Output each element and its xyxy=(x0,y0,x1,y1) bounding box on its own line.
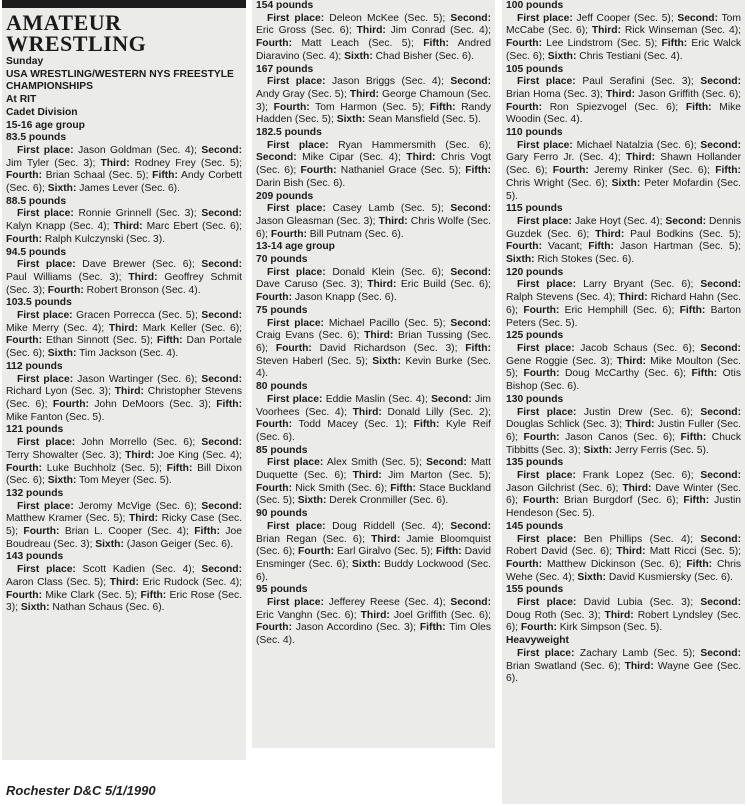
weight-class-header: 167 pounds xyxy=(256,63,314,75)
first-place-label: First place: xyxy=(267,203,326,215)
placing-label: Fourth: xyxy=(506,558,543,570)
placing-label: Fourth: xyxy=(47,284,84,296)
results-column-2 xyxy=(252,0,495,748)
weight-class-header: 143 pounds xyxy=(6,551,64,563)
placing-label: Second: xyxy=(201,144,242,156)
first-place-label: First place: xyxy=(517,406,577,418)
placing-text: Dave Brewer (Sec. 6); Second: Paul Williams (Sec. 3); Third: Geoffrey Schmit (Sec. 3); Fourth: Robert Bronson (Sec. 4). xyxy=(6,259,242,296)
placing-label: Second: xyxy=(677,12,719,24)
weight-class-header: 70 pounds xyxy=(256,254,308,266)
placing-text: Michael Pacillo (Sec. 5); Second: Craig Evans (Sec. 6); Third: Brian Tussing (Sec. 6); Fourth: David Richardson (Sec. 3); Fifth: Steven Haberl (Sec. 5); Sixth: Kevin Burke (Sec. 4). xyxy=(256,317,492,380)
placing-text: David Lubia (Sec. 3); Second: Doug Roth (Sec. 3); Third: Robert Lyndsley (Sec. 6); Fourth: Kirk Simpson (Sec. 5). xyxy=(506,597,742,634)
placing-label: Second: xyxy=(450,317,491,329)
placing-result xyxy=(256,457,491,508)
placing-result xyxy=(6,437,242,488)
placing-text: Donald Klein (Sec. 6); Second: Dave Caruso (Sec. 3); Third: Eric Build (Sec. 6); Fourth: Jason Knapp (Sec. 6). xyxy=(256,266,491,304)
placing-label: Third: xyxy=(371,533,401,545)
placing-label: Second: xyxy=(450,597,491,609)
placing-label: Fifth: xyxy=(588,241,614,253)
placing-label: Fifth: xyxy=(661,38,688,50)
placing-label: Third: xyxy=(113,221,143,233)
event-header: At RIT xyxy=(6,94,37,106)
weight-class-header: 135 pounds xyxy=(506,457,564,469)
placing-result xyxy=(506,343,741,394)
weight-class-header: 115 pounds xyxy=(506,203,563,215)
weight-class-header: 145 pounds xyxy=(506,520,564,532)
weight-class-header: 125 pounds xyxy=(506,330,564,342)
first-place-label: First place: xyxy=(267,393,323,405)
placing-label: Fourth: xyxy=(256,38,293,50)
placing-label: Sixth: xyxy=(352,558,381,570)
placing-result xyxy=(256,76,491,127)
placing-label: Fourth: xyxy=(23,526,60,538)
placing-label: Second: xyxy=(426,457,467,469)
first-place-label: First place: xyxy=(517,215,572,227)
first-place-label: First place: xyxy=(267,266,326,278)
placing-label: Fifth: xyxy=(140,589,167,601)
placing-text: Jake Hoyt (Sec. 4); Second: Dennis Guzdek (Sec. 6); Third: Paul Bodkins (Sec. 5); Fourth: Vacant; Fifth: Jason Hartman (Sec. 5); Sixth: Rich Stokes (Sec. 6). xyxy=(506,215,741,266)
weight-class-header: 154 pounds xyxy=(256,0,314,11)
placing-result xyxy=(506,140,741,204)
placing-result xyxy=(256,394,491,445)
placing-label: Second: xyxy=(665,215,707,227)
first-place-label: First place: xyxy=(17,208,74,220)
first-place-label: First place: xyxy=(267,139,329,151)
weight-class-header: 209 pounds xyxy=(256,190,314,202)
placing-label: Third: xyxy=(618,292,648,304)
placing-label: Sixth: xyxy=(583,444,613,456)
placing-label: Fifth: xyxy=(429,101,456,113)
placing-label: Sixth: xyxy=(47,183,77,195)
placing-label: Fifth: xyxy=(691,368,718,380)
event-header: USA WRESTLING/WESTERN NYS FREESTYLE CHAMPIONSHIPS xyxy=(6,68,234,93)
source-caption: Rochester D&C 5/1/1990 xyxy=(6,783,156,798)
placing-text: Deleon McKee (Sec. 5); Second: Eric Gross (Sec. 6); Third: Jim Conrad (Sec. 4); Fourth: Matt Leach (Sec. 5); Fifth: Andred Diaravino (Sec. 4); Sixth: Chad Bisher (Sec. 6). xyxy=(256,12,492,62)
placing-result xyxy=(6,310,242,361)
placing-label: Second: xyxy=(256,152,297,164)
event-header: Sunday xyxy=(6,56,44,67)
placing-label: Fourth: xyxy=(523,368,560,380)
placing-label: Fourth: xyxy=(6,170,43,182)
placing-label: Fourth: xyxy=(6,335,43,347)
first-place-label: First place: xyxy=(517,647,575,659)
weight-class-header: 103.5 pounds xyxy=(6,297,72,309)
placing-label: Fourth: xyxy=(52,398,89,410)
placing-label: Fifth: xyxy=(413,419,440,431)
placing-label: Third: xyxy=(128,271,158,283)
placing-label: Fourth: xyxy=(506,241,543,253)
results-list xyxy=(6,132,242,615)
placing-label: Sixth: xyxy=(20,602,50,614)
placing-label: Second: xyxy=(700,597,741,609)
column-rule xyxy=(2,0,246,8)
weight-class-header: 105 pounds xyxy=(506,63,564,75)
placing-label: Second: xyxy=(450,266,491,278)
placing-label: Third: xyxy=(109,576,139,588)
placing-text: Jefferey Reese (Sec. 4); Second: Eric Vanghn (Sec. 6); Third: Joel Griffith (Sec. 6); Fourth: Jason Accordino (Sec. 3); Fifth: Tim Oles (Sec. 4). xyxy=(256,597,491,647)
weight-class-header: 75 pounds xyxy=(256,304,308,316)
results-column-3 xyxy=(502,0,745,804)
placing-result xyxy=(256,140,491,191)
placing-label: Sixth: xyxy=(47,475,77,487)
placing-label: Fourth: xyxy=(6,589,43,601)
first-place-label: First place: xyxy=(267,76,326,88)
placing-result xyxy=(506,597,741,635)
event-headers xyxy=(6,56,242,132)
placing-text: Alex Smith (Sec. 5); Second: Matt Duquette (Sec. 6); Third: Jim Marton (Sec. 5); Fourth: Nick Smith (Sec. 6); Fifth: Stace Buckland (Sec. 5); Sixth: Derek Cronmiller (Sec. 6). xyxy=(256,457,491,507)
age-group-header: 13-14 age group xyxy=(256,241,335,253)
placing-label: Third: xyxy=(349,88,379,100)
placing-label: Second: xyxy=(201,208,242,220)
weight-class-header: 132 pounds xyxy=(6,487,64,499)
placing-result xyxy=(506,470,741,521)
placing-result xyxy=(6,374,242,425)
results-list xyxy=(256,0,491,648)
placing-label: Fourth: xyxy=(522,495,560,507)
first-place-label: First place: xyxy=(517,470,576,482)
placing-label: Fifth: xyxy=(683,495,710,507)
placing-label: Third: xyxy=(360,609,390,621)
placing-result xyxy=(6,259,242,297)
placing-label: Sixth: xyxy=(372,355,401,367)
placing-label: Second: xyxy=(201,500,242,512)
weight-class-header: 112 pounds xyxy=(6,360,63,372)
placing-label: Third: xyxy=(125,449,155,461)
placing-result xyxy=(6,145,242,196)
first-place-label: First place: xyxy=(267,457,324,469)
placing-result xyxy=(256,13,491,64)
placing-label: Fourth: xyxy=(6,462,43,474)
placing-label: Second: xyxy=(700,647,741,659)
placing-label: Fourth: xyxy=(270,228,307,240)
placing-text: Ryan Hammersmith (Sec. 6); Second: Mike Cipar (Sec. 4); Third: Chris Vogt (Sec. 6); Fourth: Nathaniel Grace (Sec. 5); Fifth: Darin Bish (Sec. 6). xyxy=(256,139,491,189)
weight-class-header: 90 pounds xyxy=(256,508,308,520)
placing-result xyxy=(6,501,242,552)
placing-label: Third: xyxy=(100,157,130,169)
placing-label: Third: xyxy=(616,355,646,367)
placing-result xyxy=(506,76,741,127)
placing-label: Fifth: xyxy=(465,165,491,177)
placing-text: Casey Lamb (Sec. 5); Second: Jason Gleasman (Sec. 3); Third: Chris Wolfe (Sec. 6); Fourth: Bill Putnam (Sec. 6). xyxy=(256,203,492,240)
weight-class-header: 85 pounds xyxy=(256,444,308,456)
placing-label: Fifth: xyxy=(435,546,462,558)
placing-result xyxy=(506,216,741,267)
placing-result xyxy=(6,208,242,246)
placing-label: Sixth: xyxy=(344,50,373,62)
placing-label: Third: xyxy=(406,152,436,164)
placing-label: Sixth: xyxy=(611,177,641,189)
placing-label: Second: xyxy=(450,12,491,24)
first-place-label: First place: xyxy=(17,564,76,576)
first-place-label: First place: xyxy=(17,437,76,449)
placing-label: Third: xyxy=(364,330,394,342)
weight-class-header: 94.5 pounds xyxy=(6,246,67,258)
placing-label: Second: xyxy=(700,342,741,354)
placing-label: Fifth: xyxy=(156,335,183,347)
placing-label: Third: xyxy=(352,406,382,418)
event-header: Cadet Division xyxy=(6,106,78,118)
first-place-label: First place: xyxy=(17,259,76,271)
placing-label: Fourth: xyxy=(523,304,560,316)
placing-result xyxy=(256,597,491,648)
placing-label: Third: xyxy=(624,660,654,672)
placing-label: Fifth: xyxy=(715,165,741,177)
placing-label: Fourth: xyxy=(506,101,543,113)
placing-text: Jeromy McVige (Sec. 6); Second: Matthew Kramer (Sec. 5); Third: Ricky Case (Sec. 5); Fourth: Brian L. Cooper (Sec. 4); Fifth: Joe Boudreau (Sec. 3); Sixth: (Jason Geiger (Sec. 6). xyxy=(6,500,243,550)
placing-label: Fifth: xyxy=(423,38,449,50)
placing-label: Third: xyxy=(616,546,646,558)
placing-label: Third: xyxy=(114,386,144,398)
first-place-label: First place: xyxy=(17,144,74,156)
placing-result xyxy=(506,13,741,64)
placing-result xyxy=(6,564,242,615)
weight-class-header: 88.5 pounds xyxy=(6,195,67,207)
placing-text: Eddie Maslin (Sec. 4); Second: Jim Voorhees (Sec. 4); Third: Donald Lilly (Sec. 2); Fourth: Todd Macey (Sec. 1); Fifth: Kyle Reif (Sec. 6). xyxy=(256,393,492,443)
weight-class-header: 130 pounds xyxy=(506,393,564,405)
first-place-label: First place: xyxy=(517,533,577,545)
placing-text: Jason Goldman (Sec. 4); Second: Jim Tyler (Sec. 3); Third: Rodney Frey (Sec. 5); Fourth: Brian Schaal (Sec. 5); Fifth: Andy Corbett (Sec. 6); Sixth: James Lever (Sec. 6). xyxy=(6,144,243,195)
placing-label: Third: xyxy=(625,152,656,164)
placing-label: Second: xyxy=(201,437,242,449)
placing-label: Second: xyxy=(450,520,491,532)
first-place-label: First place: xyxy=(517,139,573,151)
placing-label: Third: xyxy=(367,279,397,291)
placing-result xyxy=(256,203,491,241)
placing-label: Third: xyxy=(622,482,652,494)
placing-label: Fourth: xyxy=(275,342,312,354)
placing-text: Scott Kadien (Sec. 4); Second: Aaron Class (Sec. 5); Third: Eric Rudock (Sec. 4); Fourth: Mike Clark (Sec. 5); Fifth: Eric Rose (Sec. 3); Sixth: Nathan Schaus (Sec. 6). xyxy=(6,564,242,614)
placing-label: Fifth: xyxy=(390,482,416,494)
placing-label: Fifth: xyxy=(686,558,713,570)
first-place-label: First place: xyxy=(517,12,573,24)
weight-class-header: 182.5 pounds xyxy=(256,127,322,139)
weight-class-header: 83.5 pounds xyxy=(6,132,67,144)
placing-label: Fourth: xyxy=(256,419,293,431)
placing-label: Third: xyxy=(605,88,636,100)
placing-label: Fourth: xyxy=(552,165,589,177)
placing-label: Third: xyxy=(595,228,625,240)
weight-class-header: Heavyweight xyxy=(506,635,569,647)
placing-text: Jason Wartinger (Sec. 6); Second: Richard Lyon (Sec. 3); Third: Christopher Stevens (Sec. 6); Fourth: John DeMoors (Sec. 3); Fifth: Mike Fanton (Sec. 5). xyxy=(6,373,243,423)
placing-label: Sixth: xyxy=(506,254,535,266)
placing-text: Gracen Porrecca (Sec. 5); Second: Mike Merry (Sec. 4); Third: Mark Keller (Sec. 6); Fourth: Ethan Sinnott (Sec. 5); Fifth: Dan Portale (Sec. 6); Sixth: Tim Jackson (Sec. 4). xyxy=(6,310,243,360)
first-place-label: First place: xyxy=(17,310,73,322)
section-title: AMATEUR WRESTLING xyxy=(6,10,147,56)
first-place-label: First place: xyxy=(517,342,575,354)
placing-result xyxy=(506,407,741,458)
first-place-label: First place: xyxy=(17,500,74,512)
results-list xyxy=(506,0,741,686)
placing-label: Fourth: xyxy=(523,431,560,443)
placing-label: Second: xyxy=(700,76,741,88)
placing-label: Fifth: xyxy=(194,526,220,538)
placing-result xyxy=(256,521,491,585)
results-column-1 xyxy=(2,0,246,760)
first-place-label: First place: xyxy=(267,317,324,329)
placing-label: Second: xyxy=(201,310,242,322)
placing-text: Paul Serafini (Sec. 3); Second: Brian Homa (Sec. 3); Third: Jason Griffith (Sec. 6); Fourth: Ron Spiezvogel (Sec. 6); Fifth: Mike Woodin (Sec. 4). xyxy=(506,76,741,126)
placing-text: Michael Natalzia (Sec. 6); Second: Gary Ferro Jr. (Sec. 4); Third: Shawn Hollander (Sec. 6); Fourth: Jeremy Rinker (Sec. 6); Fifth: Chris Wright (Sec. 6); Sixth: Peter Mofardin (Sec. 5). xyxy=(506,139,741,202)
placing-label: Sixth: xyxy=(336,114,366,126)
first-place-label: First place: xyxy=(267,12,325,24)
placing-label: Sixth: xyxy=(95,538,124,550)
placing-label: Second: xyxy=(450,76,492,88)
placing-label: Third: xyxy=(352,470,382,482)
placing-text: Doug Riddell (Sec. 4); Second: Brian Regan (Sec. 6); Third: Jamie Bloomquist (Sec. 6); Fourth: Earl Giralvo (Sec. 5); Fifth: David Ensminger (Sec. 6); Sixth: Buddy Lockwood (Sec. 6). xyxy=(256,520,492,583)
placing-text: Jeff Cooper (Sec. 5); Second: Tom McCabe (Sec. 6); Third: Rick Winseman (Sec. 4); Fourth: Lee Lindstrom (Sec. 5); Fifth: Eric Walck (Sec. 6); Sixth: Chris Testiani (Sec. 4). xyxy=(506,12,741,62)
placing-text: John Morrello (Sec. 6); Second: Terry Showalter (Sec. 3); Third: Joe King (Sec. 4); Fourth: Luke Buchholz (Sec. 5); Fifth: Bill Dixon (Sec. 6); Sixth: Tom Meyer (Sec. 5). xyxy=(6,437,242,487)
placing-label: Second: xyxy=(700,279,741,291)
placing-label: Second: xyxy=(700,533,742,545)
placing-label: Fifth: xyxy=(465,342,491,354)
placing-label: Fifth: xyxy=(216,398,242,410)
placing-result xyxy=(256,318,491,382)
first-place-label: First place: xyxy=(517,76,576,88)
placing-label: Fourth: xyxy=(300,165,337,177)
placing-text: Ben Phillips (Sec. 4); Second: Robert David (Sec. 6); Third: Matt Ricci (Sec. 5); Fourth: Matthew Dickinson (Sec. 6); Fifth: Chris Wehe (Sec. 4); Sixth: David Kusmiersky (Sec. 6). xyxy=(506,533,742,583)
placing-result xyxy=(506,279,741,330)
placing-label: Fourth: xyxy=(256,482,293,494)
placing-label: Fifth: xyxy=(166,462,193,474)
placing-label: Fifth: xyxy=(685,101,712,113)
placing-label: Third: xyxy=(356,25,386,37)
placing-label: Second: xyxy=(201,259,242,271)
first-place-label: First place: xyxy=(17,373,74,385)
weight-class-header: 100 pounds xyxy=(506,0,564,11)
placing-label: Third: xyxy=(604,609,634,621)
placing-text: Frank Lopez (Sec. 6); Second: Jason Gilchrist (Sec. 6); Third: Dave Winter (Sec. 6); Fourth: Brian Burgdorf (Sec. 6); Fifth: Justin Hendeson (Sec. 5). xyxy=(506,470,742,520)
placing-label: Sixth: xyxy=(47,348,77,360)
placing-label: Third: xyxy=(591,25,622,37)
placing-label: Second: xyxy=(700,139,741,151)
placing-label: Fourth: xyxy=(506,38,543,50)
placing-text: Jason Briggs (Sec. 4); Second: Andy Gray (Sec. 5); Third: George Chamoun (Sec. 3); Fourth: Tom Harmon (Sec. 5); Fifth: Randy Hadden (Sec. 5); Sixth: Sean Mansfield (Sec. 5). xyxy=(256,76,492,126)
first-place-label: First place: xyxy=(517,597,577,609)
placing-label: Second: xyxy=(450,203,491,215)
placing-label: Fourth: xyxy=(256,292,293,304)
placing-label: Sixth: xyxy=(577,571,606,583)
first-place-label: First place: xyxy=(517,279,577,291)
placing-label: Third: xyxy=(128,513,159,525)
placing-label: Second: xyxy=(431,393,472,405)
placing-label: Fourth: xyxy=(256,622,293,634)
weight-class-header: 120 pounds xyxy=(506,266,564,278)
weight-class-header: 110 pounds xyxy=(506,127,563,139)
placing-label: Fifth: xyxy=(680,431,707,443)
placing-label: Third: xyxy=(625,419,655,431)
weight-class-header: 155 pounds xyxy=(506,584,564,596)
placing-result xyxy=(256,267,491,305)
placing-result xyxy=(506,648,741,686)
placing-result xyxy=(506,534,741,585)
first-place-label: First place: xyxy=(267,597,324,609)
placing-label: Fourth: xyxy=(6,233,43,245)
placing-text: Ronnie Grinnell (Sec. 3); Second: Kalyn Knapp (Sec. 4); Third: Marc Ebert (Sec. 6); Fourth: Ralph Kulczynski (Sec. 3). xyxy=(6,208,242,245)
placing-text: Larry Bryant (Sec. 6); Second: Ralph Stevens (Sec. 4); Third: Richard Hahn (Sec. 6); Fourth: Eric Hemphill (Sec. 6); Fifth: Barton Peters (Sec. 5). xyxy=(506,279,741,329)
placing-label: Sixth: xyxy=(547,50,577,62)
placing-label: Fourth: xyxy=(520,622,557,634)
placing-label: Third: xyxy=(378,215,408,227)
placing-text: Zachary Lamb (Sec. 5); Second: Brian Swatland (Sec. 6); Third: Wayne Gee (Sec. 6). xyxy=(506,647,742,685)
placing-label: Third: xyxy=(108,322,139,334)
placing-label: Second: xyxy=(700,406,741,418)
placing-label: Fifth: xyxy=(679,304,706,316)
placing-text: Jacob Schaus (Sec. 6); Second: Gene Roggie (Sec. 3); Third: Mike Moulton (Sec. 5); Fourth: Doug McCarthy (Sec. 6); Fifth: Otis Bishop (Sec. 6). xyxy=(506,342,741,393)
weight-class-header: 80 pounds xyxy=(256,381,308,393)
weight-class-header: 95 pounds xyxy=(256,584,308,596)
event-header: 15-16 age group xyxy=(6,119,85,131)
placing-label: Fourth: xyxy=(298,546,335,558)
placing-label: Sixth: xyxy=(297,495,327,507)
placing-label: Fifth: xyxy=(152,170,178,182)
placing-label: Fourth: xyxy=(273,101,310,113)
weight-class-header: 121 pounds xyxy=(6,424,64,436)
placing-label: Fifth: xyxy=(419,622,446,634)
placing-label: Second: xyxy=(201,564,242,576)
placing-text: Justin Drew (Sec. 6); Second: Douglas Schlick (Sec. 3); Third: Justin Fuller (Sec. 6); Fourth: Jason Canos (Sec. 6); Fifth: Chuck Tibbitts (Sec. 3); Sixth: Jerry Ferris (Sec. 5). xyxy=(506,406,741,456)
placing-label: Second: xyxy=(201,373,243,385)
placing-label: Second: xyxy=(700,470,741,482)
first-place-label: First place: xyxy=(267,520,326,532)
